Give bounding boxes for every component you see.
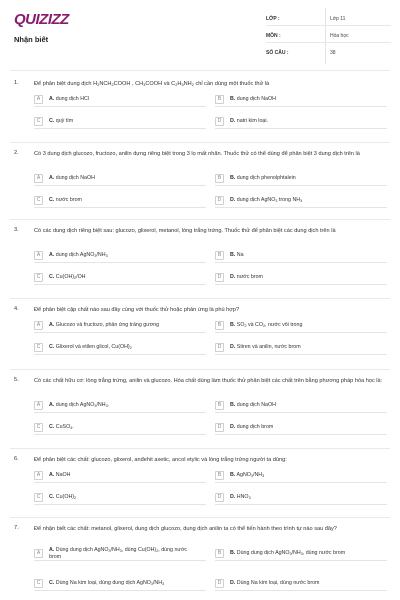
option-c[interactable] — [34, 578, 206, 591]
question-divider — [10, 448, 390, 449]
option-c[interactable] — [34, 272, 206, 285]
option-d[interactable] — [215, 422, 387, 435]
option-text: D. dung dịch AgNO$_3$ trong $NH_3$ — [230, 197, 303, 203]
option-d[interactable] — [215, 195, 387, 208]
option-text: C. $Cu(OH)_2/OH$ — [49, 274, 86, 280]
option-text: B. dung dịch NaOH — [230, 96, 276, 102]
option-text: A. Dùng dung dịch $AgNO_3/NH_3$, dùng $Cu(OH)_2$, dùng nước brom — [49, 547, 188, 560]
option-d[interactable] — [215, 116, 387, 129]
option-text: C. quỳ tím — [49, 118, 74, 124]
option-badge: A — [34, 251, 43, 260]
option-badge: D — [215, 343, 224, 352]
question-text: Có các dung dịch riêng biệt sau: glucozo, glixerol, metanol, lòng trắng trứng. Thuốc thử để phân biệt các dung dịch trên là — [34, 228, 336, 234]
option-a[interactable] — [34, 470, 206, 483]
option-badge: B — [215, 251, 224, 260]
option-badge: C — [34, 423, 43, 432]
option-badge: B — [215, 95, 224, 104]
option-badge: C — [34, 579, 43, 588]
option-text: C. CuSO$_4$. — [49, 424, 74, 430]
option-a[interactable] — [34, 400, 206, 413]
option-badge: B — [215, 549, 224, 558]
option-c[interactable] — [34, 195, 206, 208]
option-a[interactable] — [34, 173, 206, 186]
option-text: C. Glixerol và etilen glicol, $Cu(OH)_2$ — [49, 344, 132, 350]
option-badge: A — [34, 321, 43, 330]
option-text: D. Stiren và anilin, nước brom — [230, 344, 301, 350]
option-c[interactable] — [34, 492, 206, 505]
option-c[interactable] — [34, 422, 206, 435]
option-text: D. $HNO_3$ — [230, 494, 251, 500]
option-text: A. Glucozo và fructozo, phản ứng tráng gương — [49, 322, 160, 328]
option-badge: C — [34, 273, 43, 282]
option-badge: D — [215, 117, 224, 126]
worksheet-header — [10, 8, 390, 64]
option-badge: B — [215, 471, 224, 480]
option-b[interactable] — [215, 320, 387, 333]
option-text: B. dung dịch NaOH — [230, 402, 276, 408]
option-badge: D — [215, 196, 224, 205]
quizizz-logo: QUIZIZZ — [14, 11, 69, 28]
option-badge: C — [34, 493, 43, 502]
question-divider — [10, 517, 390, 518]
info-key: MÔN : — [266, 33, 281, 39]
option-a[interactable] — [34, 320, 206, 333]
info-value: 38 — [330, 50, 336, 56]
option-c[interactable] — [34, 342, 206, 355]
option-badge: D — [215, 493, 224, 502]
option-b[interactable] — [215, 400, 387, 413]
option-b[interactable] — [215, 250, 387, 263]
question-text: Để nhận biết các chất: metanol, glixerol, dung dịch glucozo, dung dịch anilin ta có thể tiến hành theo trình tự nào sau đây? — [34, 526, 337, 532]
question-text: Có 3 dung dịch glucozo, fructozo, anilin dựng riêng biệt trong 3 lọ mất nhãn. Thuốc thử có thể dùng để phân biệt 3 dung dịch trên là — [34, 151, 360, 157]
info-divider — [266, 25, 391, 26]
question-divider — [10, 369, 390, 370]
option-a[interactable] — [34, 250, 206, 263]
question-number: 3. — [14, 227, 19, 233]
option-badge: A — [34, 471, 43, 480]
option-badge: C — [34, 117, 43, 126]
option-badge: A — [34, 549, 43, 558]
option-badge: C — [34, 343, 43, 352]
option-text: C. nước brom — [49, 197, 82, 203]
option-b[interactable] — [215, 94, 387, 107]
option-badge: A — [34, 401, 43, 410]
option-a[interactable] — [34, 94, 206, 107]
option-text: D. natri kim loại. — [230, 118, 268, 124]
option-b[interactable] — [215, 470, 387, 483]
question-divider — [10, 142, 390, 143]
option-text: D. Dùng Na kim loại, dùng nước brom — [230, 580, 320, 586]
option-b[interactable] — [215, 173, 387, 186]
info-value: Hóa học — [330, 33, 349, 39]
option-text: B. $SO_2$ và $CO_2$, nước vôi trong — [230, 322, 303, 328]
option-text: A. dung dịch NaOH — [49, 175, 95, 181]
option-text: B. $AgNO_3/NH_3$ — [230, 472, 265, 478]
question-text: Để phân biệt dung dịch $H_2NCH_2COOH$ , $CH_3COOH$ và $C_2H_5NH_2$ chỉ cần dùng một thuốc thử là — [34, 81, 270, 87]
question-number: 7. — [14, 525, 19, 531]
header-divider — [10, 70, 390, 71]
option-badge: D — [215, 423, 224, 432]
question-number: 4. — [14, 306, 19, 312]
question-divider — [10, 298, 390, 299]
option-badge: A — [34, 95, 43, 104]
option-text: A. dung dịch $AgNO_3/NH_3$ — [49, 252, 108, 258]
option-d[interactable] — [215, 342, 387, 355]
question-number: 2. — [14, 150, 19, 156]
option-badge: A — [34, 174, 43, 183]
option-a[interactable] — [34, 548, 206, 561]
question-number: 1. — [14, 80, 19, 86]
worksheet-title: Nhận biết — [14, 35, 49, 44]
option-d[interactable] — [215, 578, 387, 591]
option-badge: C — [34, 196, 43, 205]
option-c[interactable] — [34, 116, 206, 129]
option-text: B. Na — [230, 252, 244, 258]
option-d[interactable] — [215, 492, 387, 505]
info-divider — [266, 42, 391, 43]
info-key: LỚP : — [266, 16, 280, 22]
option-text: A. dung dịch $AgNO_3/NH_3$. — [49, 402, 110, 408]
info-key: SỐ CÂU : — [266, 50, 289, 56]
question-number: 6. — [14, 456, 19, 462]
option-d[interactable] — [215, 272, 387, 285]
option-text: A. NaOH — [49, 472, 71, 478]
option-badge: B — [215, 174, 224, 183]
option-text: C. $Cu(OH)_2$ — [49, 494, 77, 500]
option-text: B. dung dịch phenolphtalein — [230, 175, 296, 181]
option-text: D. nước brom — [230, 274, 263, 280]
option-b[interactable] — [215, 548, 387, 561]
question-text: Để phân biệt cặp chất nào sau đây cùng với thuốc thử hoặc phản ứng là phù hợp? — [34, 307, 240, 313]
option-text: C. Dùng Na kim loại, dùng dung dịch $AgNO_3/NH_3$ — [49, 580, 165, 586]
question-number: 5. — [14, 377, 19, 383]
option-badge: D — [215, 579, 224, 588]
info-value: Lớp 11 — [330, 16, 346, 22]
info-box — [266, 8, 390, 64]
question-divider — [10, 219, 390, 220]
option-badge: B — [215, 401, 224, 410]
option-text: A. dung dịch HCl — [49, 96, 90, 102]
question-text: Để phân biệt các chất: glucozo, glixerol, anđehit axetic, ancol etylic và lòng trắng trứng người ta dùng: — [34, 457, 287, 463]
option-text: B. Dùng dung dịch $AgNO_3/NH_3$, dùng nước brom — [230, 550, 346, 556]
option-badge: D — [215, 273, 224, 282]
option-text: D. dung dịch brom — [230, 424, 274, 430]
option-badge: B — [215, 321, 224, 330]
question-text: Có các chất hữu cơ: lòng trắng trứng, anilin và glucozo. Hóa chất dùng làm thuốc thử phân biệt các chất trên bằng phương pháp hóa học là: — [34, 378, 383, 384]
